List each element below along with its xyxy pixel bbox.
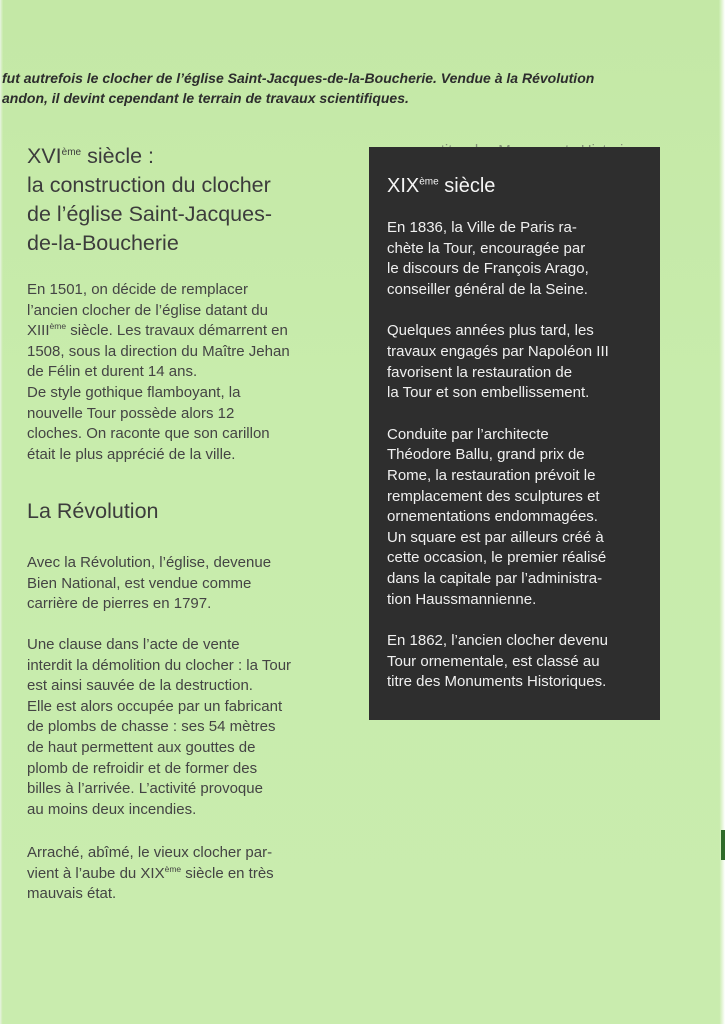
superscript: ème	[164, 863, 182, 874]
text-line: de Félin et durent 14 ans.	[27, 363, 198, 381]
text-line: Un square est par ailleurs créé à	[387, 528, 604, 546]
text-line: Arraché, abîmé, le vieux clocher par-	[27, 844, 273, 861]
heading-text: XIX	[387, 175, 420, 197]
superscript: ème	[61, 146, 82, 158]
edge-mark	[721, 830, 725, 860]
text-line: carrière de pierres en 1797.	[27, 595, 212, 613]
text-line: siècle en très	[181, 864, 274, 882]
heading-text: la construction du clocher	[27, 173, 271, 197]
info-paragraph-ballu	[387, 425, 649, 610]
text-line: remplacement des sculptures et	[387, 487, 600, 505]
paragraph-revolution-sale	[27, 553, 347, 615]
text-line: cloches. On raconte que son carillon	[27, 425, 270, 443]
heading-text: XVI	[27, 144, 62, 168]
text-line: Elle est alors occupée par un fabricant	[27, 697, 283, 715]
intro-line: andon, il devint cependant le terrain de travaux scientifiques.	[2, 90, 409, 106]
text-line: billes à l’arrivée. L’activité provoque	[27, 780, 263, 798]
text-line: ornementations endommagées.	[387, 508, 598, 526]
paragraph-construction	[27, 280, 347, 465]
text-line: titre des Monuments Historiques.	[387, 673, 607, 691]
info-paragraph-napoleon	[387, 321, 649, 403]
text-line: chète la Tour, encouragée par	[387, 239, 586, 257]
text-line: de haut permettent aux gouttes de	[27, 738, 256, 756]
text-line: Avec la Révolution, l’église, devenue	[27, 554, 272, 571]
text-line: Rome, la restauration prévoit le	[387, 466, 596, 484]
text-line: l’ancien clocher de l’église datant du	[27, 301, 268, 319]
intro-text	[0, 68, 725, 108]
paper-right-edge	[719, 0, 725, 1024]
text-line: vient à l’aube du XIX	[27, 864, 165, 882]
text-line: Conduite par l’architecte	[387, 425, 549, 443]
text-line: dans la capitale par l’administra-	[387, 569, 603, 587]
text-line: travaux engagés par Napoléon III	[387, 342, 609, 360]
text-line: Une clause dans l’acte de vente	[27, 636, 240, 653]
text-line: au moins deux incendies.	[27, 800, 197, 818]
text-line: favorisent la restauration de	[387, 363, 573, 381]
text-line: mauvais état.	[27, 885, 117, 903]
info-box-heading	[387, 173, 649, 200]
text-line: interdit la démolition du clocher : la Tour	[27, 656, 292, 674]
text-line: En 1501, on décide de remplacer	[27, 281, 248, 298]
info-box-19th-century	[369, 147, 660, 720]
info-paragraph-1862	[387, 631, 649, 693]
text-line: En 1862, l’ancien clocher devenu	[387, 632, 608, 650]
heading-text: de l’église Saint-Jacques-	[27, 202, 272, 226]
text-line: est ainsi sauvée de la destruction.	[27, 677, 253, 695]
text-line: le discours de François Arago,	[387, 260, 589, 278]
text-line: XIII	[27, 322, 50, 340]
text-line: était le plus apprécié de la ville.	[27, 445, 236, 463]
superscript: ème	[419, 176, 439, 188]
text-line: de plombs de chasse : ses 54 mètres	[27, 718, 276, 736]
section-heading-16th-century	[27, 142, 347, 258]
text-line: cette occasion, le premier réalisé	[387, 549, 607, 567]
info-box-content	[387, 173, 649, 693]
text-line: Bien National, est vendue comme	[27, 574, 252, 592]
text-line: conseiller général de la Seine.	[387, 280, 588, 298]
intro-line: fut autrefois le clocher de l’église Saint-Jacques-de-la-Boucherie. Vendue à la Révolution	[2, 70, 595, 86]
heading-text: siècle :	[81, 144, 154, 168]
text-line: nouvelle Tour possède alors 12	[27, 404, 235, 422]
text-line: tion Haussmannienne.	[387, 590, 537, 608]
left-column	[27, 142, 347, 465]
text-line: plomb de refroidir et de former des	[27, 759, 258, 777]
text-line: Théodore Ballu, grand prix de	[387, 446, 585, 464]
paper-left-edge	[0, 0, 3, 1024]
text-line: De style gothique flamboyant, la	[27, 383, 241, 401]
text-line: Quelques années plus tard, les	[387, 322, 594, 340]
paragraph-revolution-state	[27, 843, 347, 905]
text-line: 1508, sous la direction du Maître Jehan	[27, 342, 290, 360]
superscript: ème	[49, 321, 67, 332]
paragraph-revolution-clause	[27, 635, 347, 820]
text-line: la Tour et son embellissement.	[387, 384, 590, 402]
heading-text: de-la-Boucherie	[27, 231, 179, 255]
text-line: Tour ornementale, est classé au	[387, 652, 600, 670]
info-paragraph-1836	[387, 218, 649, 300]
heading-text: siècle	[438, 175, 496, 197]
text-line: siècle. Les travaux démarrent en	[66, 322, 288, 340]
text-line: En 1836, la Ville de Paris ra-	[387, 219, 577, 236]
section-heading-revolution: La Révolution	[27, 499, 159, 523]
